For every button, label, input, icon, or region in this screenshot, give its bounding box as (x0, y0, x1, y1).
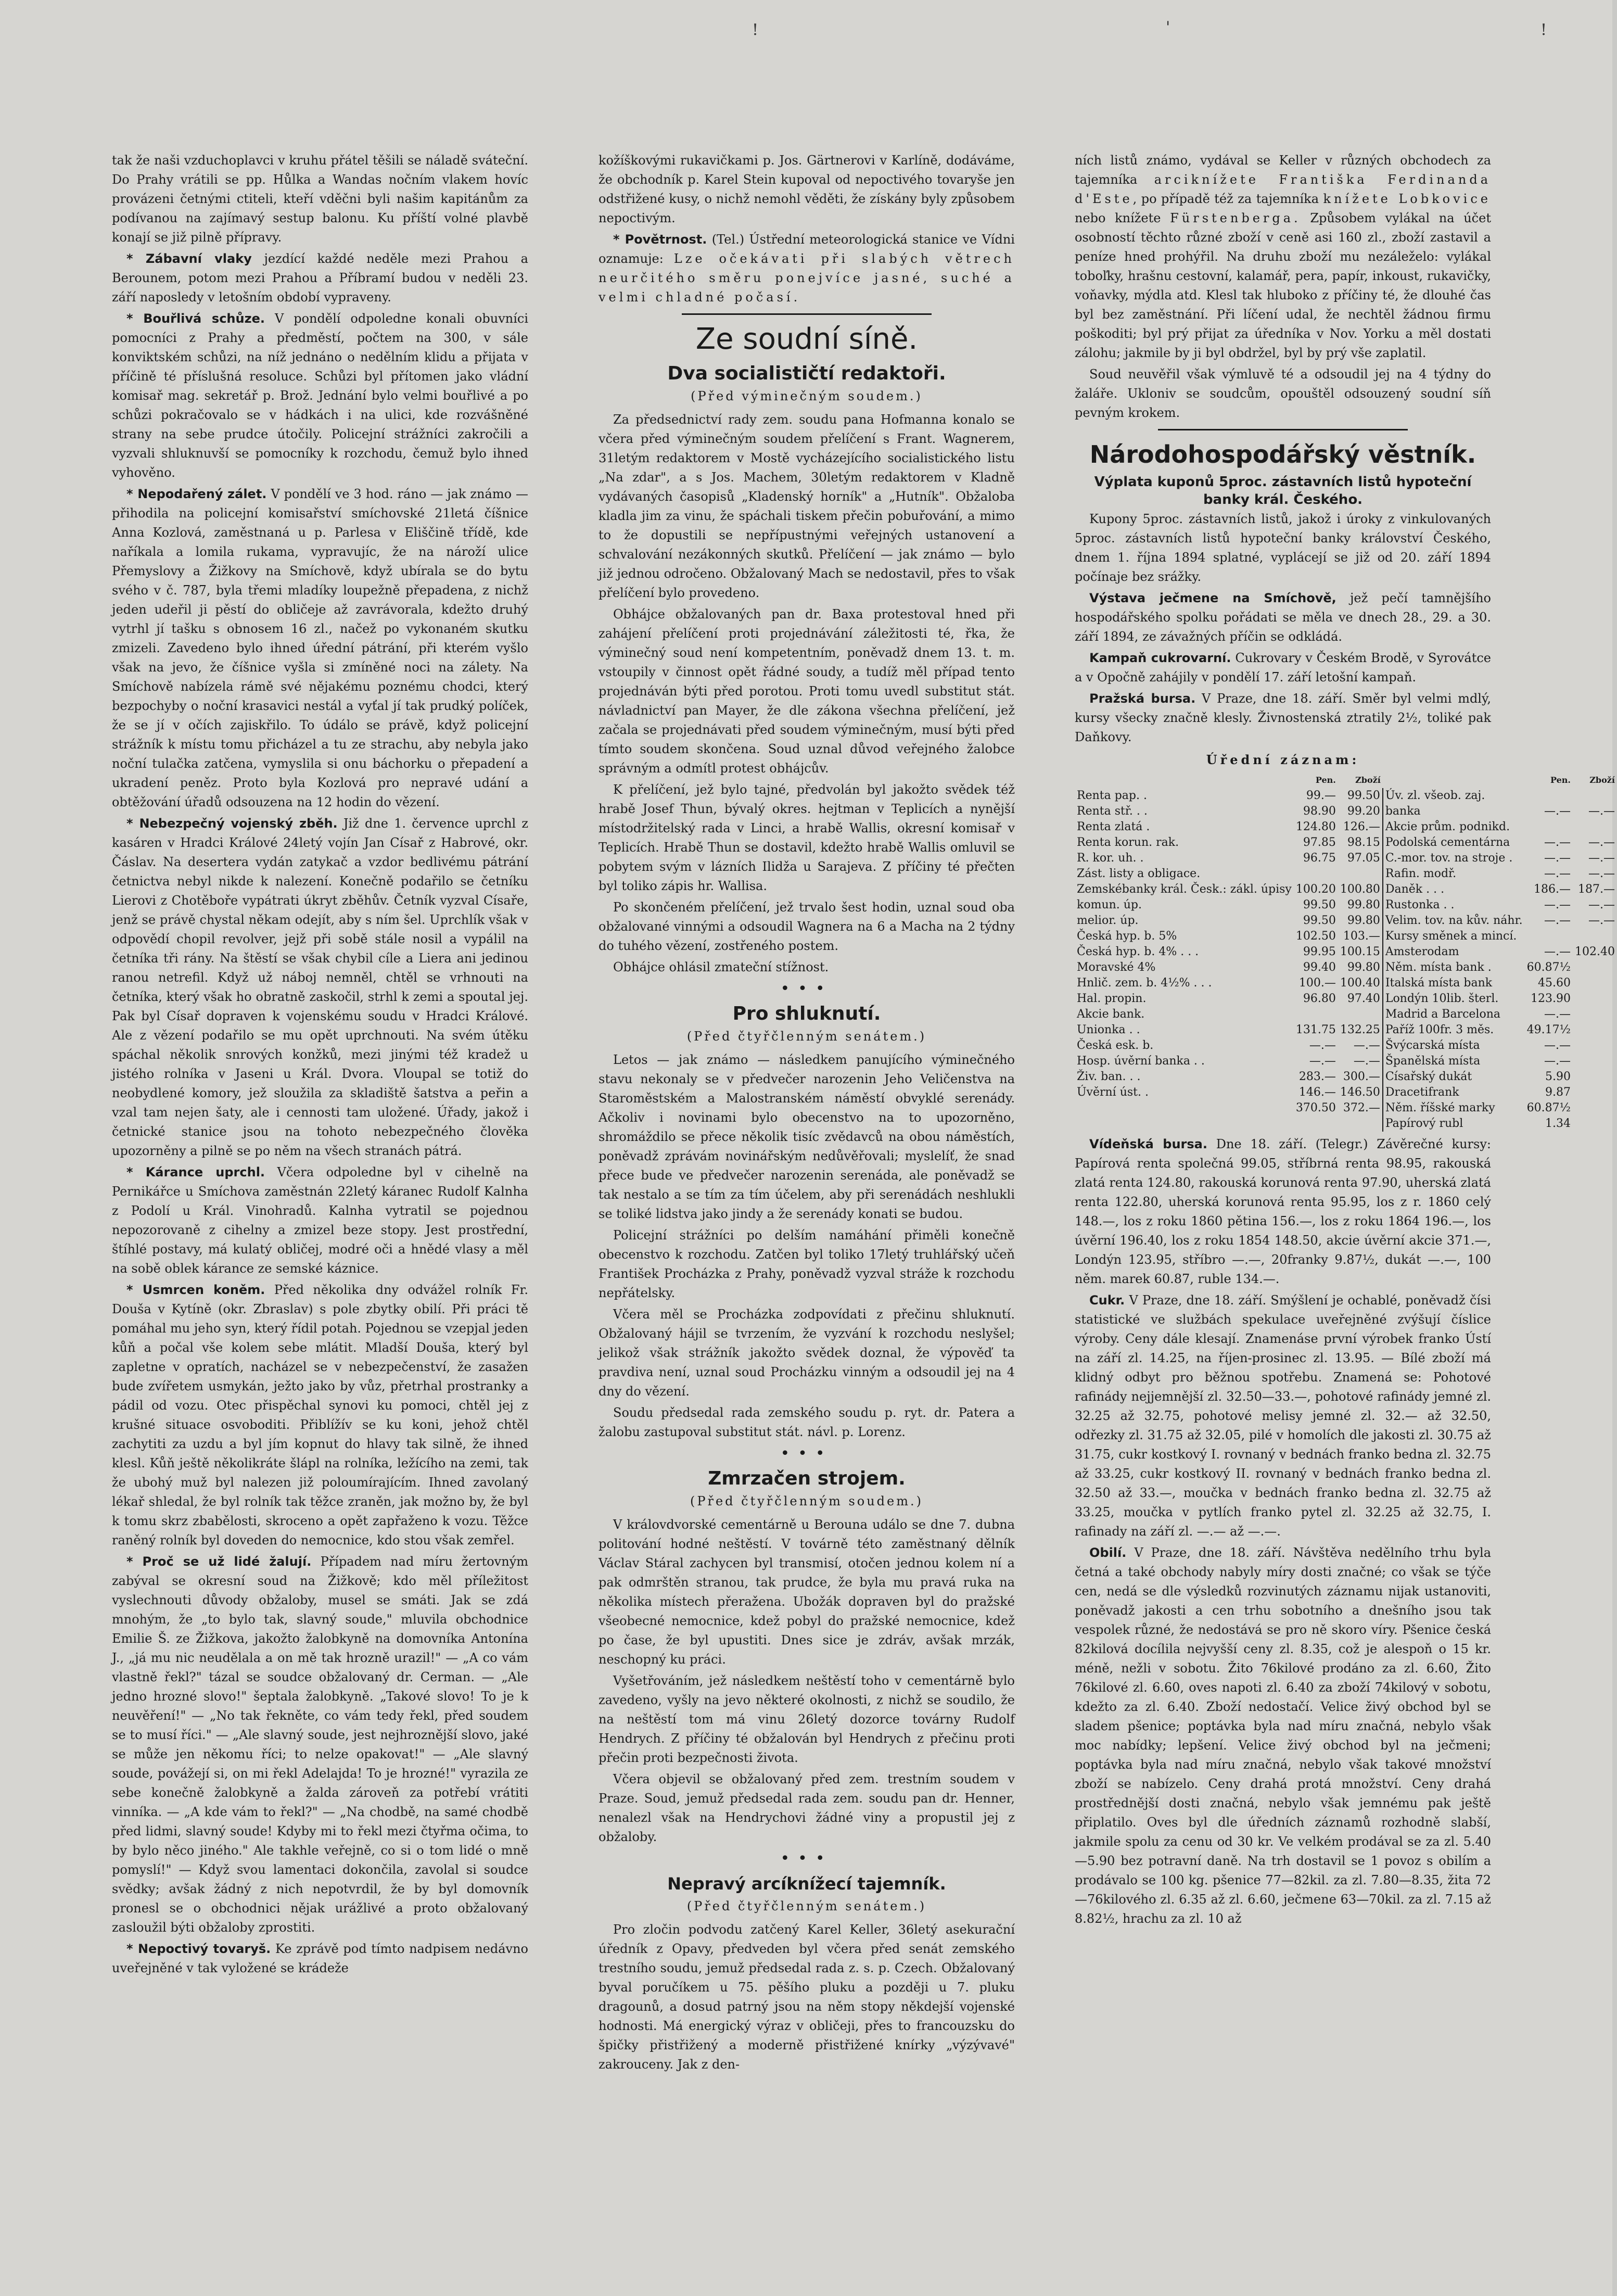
article-text: Letos — jak známo — následkem panujícího výminečného stavu nekonaly se v předvečer narozenin Jeho Veličenstva na Staroměstském a Malostranském náměstí obvyklé serenády. Ačkoliv i novinami bylo obecenstvo na to upozorněno, shromáždilo se přece několik tisíc zvědavců na obou náměstích, poněvadž zprávám novinářským nedůvěřovali; myslelíť, že snad přece bude ve předvečer narozenin serenáda, ale poněvadž se tak nestalo a se tím za tím účelem, aby při serenádách neshlukli se toliké lidstva jako jindy a že serenády konati se budou. (599, 1052, 1015, 1221)
table-cell: —.— (1544, 914, 1571, 927)
table-cell: 98.15 (1347, 836, 1380, 849)
article-text: Před několika dny odvážel rolník Fr. Douša v Kytíně (okr. Zbraslav) s pole zbytky obilí. Při práci tě pomáhal mu jeho syn, který řídil potah. Pojednou se vzepjal jeden kůň a počal vše kolem sebe mlátit. Mladší Douša, který byl zapletne v opratích, nacházel se v nebezpečenství, že zasažen bude zvířetem usmykán, ježto jako by vůz, přetrhal prostranky a pádil od vozu. Otec přispěchal synovi ku pomoci, chtěl jej z krušné situace osvoboditi. Přiblížív se ku koni, jehož chtěl zachytiti za uzdu a byl jím kopnut do hlavy tak silně, že ihned klesl. Kůň ještě několikráte šlápl na rolníka, ležícího na zemi, tak že ubohý muž byl nalezen již poloumírajícím. Ihned zavolaný lékař shledal, že byl rolník tak těžce zraněn, jak možno by, že byl k tomu skrz zbabělosti, skroceno a opět zapřaženo k vozu. Těžce raněný rolník byl doveden do nemocnice, kdo stou však zemřel. (112, 1283, 528, 1547)
article-text: Obhájce obžalovaných pan dr. Baxa protestoval hned při zahájení přelíčení proti projednávání záležitosti té, řka, že výminečný soud není kompetentním, poněvadž dnem 13. t. m. vstoupily v činnost opět řádné soudy, a tudíž měl případ tento projednáván býti před porotou. Proti tomu uvedl substitut stát. návladnictví pan Mayer, že dle zákona všechna přelíčení, jež začala se projednávati před soudem výminečným, musí býti před tímto soudem skončena. Soud uznal důvod veřejného žalobce správným a odmítl protest obhájcův. (599, 607, 1015, 776)
article-heading: Pražská bursa. (1089, 691, 1196, 706)
table-row (1075, 897, 1617, 913)
article (112, 814, 528, 1161)
table-cell: 146.50 (1340, 1086, 1380, 1099)
table-cell: 100.15 (1340, 945, 1380, 958)
table-cell: —.— (1309, 1055, 1336, 1068)
article-text: Lze očekávati při slabých větrech neurčitého směru ponejvíce jasné, suché a velmi chladné počasí. (599, 251, 1015, 305)
table-cell (1525, 819, 1573, 835)
article-text: V Praze, dne 18. září. Směr byl velmi mdlý, kursy všecky značně klesly. Živnostenská ztratily 2½, toliké pak Daňkovy. (1075, 691, 1491, 744)
table-cell: Amsterodam (1383, 944, 1525, 960)
article-heading: * Povětrnost. (613, 232, 707, 247)
table-cell: —.— (1544, 836, 1571, 849)
table-cell (1573, 1100, 1617, 1116)
table-cell: 99.50 (1303, 898, 1336, 911)
article-text: jezdící každé neděle mezi Prahou a Berounem, potom mezi Prahou a Příbramí budou v neděli 23. září naposledy v letošním období vypraveny. (112, 251, 528, 305)
table-cell: —.— (1588, 805, 1615, 818)
table-cell: —.— (1544, 945, 1571, 958)
table-cell: —.— (1544, 898, 1571, 911)
table-cell: 146.— (1298, 1086, 1336, 1099)
table-row (1075, 913, 1617, 929)
table-cell: 102.40 (1574, 945, 1615, 958)
article-text: Po skončeném přelíčení, jež trvalo šest hodin, uznal soud oba obžalované vinnými a odsoudil Wagnera na 6 a Macha na 2 týdny do tuhého vězení, zostřeného postem. (599, 900, 1015, 953)
table-cell: Daněk . . . (1383, 882, 1525, 897)
scan-mark: ' (1166, 18, 1170, 36)
divider-dots: ••• (780, 1444, 833, 1463)
column-middle (599, 151, 1015, 2264)
table-cell: Italská místa bank (1383, 975, 1525, 991)
article-text: Včera měl se Procházka zodpovídati z přečinu shluknutí. Obžalovaný hájil se tvrzením, že vyzvání k rozchodu neslyšel; jelikož však strážník jakožto svědek doznal, že výpověď ta pravdiva není, uznal soud Procházku vinným a odsoudil jej na 4 dny do vězení. (599, 1307, 1015, 1399)
article-text: V pondělí ve 3 hod. ráno — jak známo — přihodila na policejní komisařství smíchovské 21letá číšnice Anna Kozlová, zaměstnaná u p. Parlesa v Eliščině třídě, kde naříkala a lomila rukama, vypravujíc, že na nároží ulice Přemyslovy a Žižkovy na Smíchově, když ubírala se do bytu svého v č. 787, byla třemi mladíky loupežně přepadena, z nichž jeden udeřil ji pěstí do obličeje až zavrávorala, kdežto druhý vytrhl jí tašku s obnosem 16 zl., načež po vykonaném skutku zmizeli. Zavedeno bylo ihned úřední pátrání, při kterém vyšlo však na jevo, že číšnice vyšla si zmíněné noci na zálety. Na Smíchově nabízela rámě své nějakému poznému chodci, který bezpochyby o noční krasavici nestál a vyťal jí tak prudký políček, že se jí v očích zajiskřilo. To údálo se právě, když policejní strážník k místu tomu přicházel a tu ze strachu, aby nebyla jako noční tulačka zatčena, vymyslila si onu báchorku o přepadení a ukradení peněz. Proto byla Kozlová pro nepravé udání a obtěžování úřadů odsouzena na 12 hodin do vězení. (112, 487, 528, 809)
article-heading: * Usmrcen koněm. (126, 1283, 265, 1297)
table-row (1075, 851, 1617, 866)
table-cell: 45.60 (1537, 976, 1571, 990)
table-cell (1573, 1069, 1617, 1085)
table-row (1075, 788, 1617, 804)
table-cell (1338, 866, 1383, 882)
table-cell: 98.90 (1303, 805, 1336, 818)
table-cell: Renta pap. . (1077, 789, 1147, 802)
table-cell: —.— (1588, 852, 1615, 865)
article-text: Včera objevil se obžalovaný před zem. trestním soudem v Praze. Soud, jemuž předsedal rada zem. soudu pan dr. Henner, nenalezl však na Hendrychovi žádné viny a propustil jej z obžaloby. (599, 1772, 1015, 1844)
table-row (1075, 944, 1617, 960)
table-cell: Rafin. modř. (1383, 866, 1525, 882)
table-cell: 99.80 (1347, 961, 1380, 974)
table-cell: Moravské 4% (1077, 961, 1156, 974)
table-row (1075, 960, 1617, 975)
article-text: V Praze, dne 18. září. Smýšlení je ochablé, poněvadž čísi statistické ve službách spekulace uveřejněné zvýšují číslice výroby. Ceny dále klesají. Znamenáse první výrobek franko Ústí na září zl. 14.25, na říjen-prosinec zl. 13.95. — Bílé zboží má klidný odbyt pro běžnou spotřebu. Znamená se: Pohotové rafinády nejjemnější zl. 32.50—33.—, pohotové rafinády jemné zl. 32.25 až 32.75, pohotové melisy jemné zl. 32.— až 32.50, odřezky zl. 31.75 až 32.05, pilé v homolích dle jakosti zl. 30.75 až 31.75, cukr kostkový I. rovnaný v bednách franko bedna zl. 32.75 až 33.25, cukr kostkový II. rovnaný v bednách franko bedna zl. 32.50 až 33.—, moučka v bednách franko bedna zl. 32.75 až 33.25, moučka v pytlích franko pytel zl. 32.25 až 32.75, I. rafinady na září zl. —.— až —.—. (1075, 1293, 1491, 1539)
article-text: Způsobem vylákal na účet osobností těchto různé zboží v ceně asi 160 zl., zboží zastavil a peníze hned prohýřil. Na druhu zboží mu nezáleželo: vylákal toboľky, hrašnu cestovní, kalamář, pera, papír, inkoust, rukavičky, voňavky, mýdla atd. Klesl tak hluboko z příčiny té, že dlouhé čas byl bez zaměstnání. Při líčení udal, že nechtěl žádnou firmu poškoditi; byl prý přijat za úředníka v Nov. Yorku a měl dostati zálohu; jakmile by ji byl obdržel, byl by prý vše zaplatil. (1075, 211, 1491, 360)
table-cell (1294, 866, 1338, 882)
article-text: Vyšetřováním, jež následkem neštěstí toho v cementárně bylo zavedeno, vyšly na jevo některé okolnosti, z nichž se soudilo, že na neštěstí tom má vinu 26letý dozorce továrny Rudolf Hendrych. Z příčiny té obžalován byl Hendrych z přečinu proti přečin proti bezpečnosti života. (599, 1673, 1015, 1765)
table-cell (1294, 1116, 1338, 1132)
article-text: Obhájce ohlásil zmateční stížnost. (613, 960, 829, 974)
table-cell (1075, 1100, 1294, 1116)
divider-rule (682, 313, 932, 315)
article-text: Za předsednictví rady zem. soudu pana Hofmanna konalo se včera před výminečným soudem přelíčení s Frant. Wagnerem, 31letým redaktorem v Mostě vycházejícího socialistického listu „Na zdar", a s Jos. Machem, 30letým redaktorem v Kladně vydávaných časopisů „Kladenský horník" a „Hutník". Obžaloba kladla jim za vinu, že spáchali tiskem přečin pobuřování, a mimo to že dopustili se nepřípustnými veřejných ustanovení a schvalování nezákonných skutků. Přelíčení — jak známo — bylo již jednou odročeno. Obžalovaný Mach se nedostavil, přes to však přelíčení bylo provedeno. (599, 412, 1015, 600)
table-cell: 123.90 (1530, 992, 1571, 1005)
table-cell: Renta korun. rak. (1077, 836, 1179, 849)
section-title: Národohospodářský věstník. (1089, 440, 1476, 468)
exchange-table-body (1075, 788, 1617, 1132)
article (1075, 649, 1491, 687)
article (112, 309, 528, 483)
article-title: Pro shluknutí. (732, 1003, 881, 1024)
article-text: , po případě též za tajemníka (1132, 192, 1319, 206)
table-cell: —.— (1588, 836, 1615, 849)
article-text: ních listů známo, vydával se Keller v různých obchodech za tajemníka (1075, 153, 1491, 187)
table-cell: 103.— (1343, 930, 1380, 943)
article-text: nebo knížete (1075, 211, 1161, 225)
table-cell: 96.75 (1303, 852, 1336, 865)
table-row (1075, 1007, 1617, 1022)
table-row (1075, 1054, 1617, 1069)
table-cell (1573, 1038, 1617, 1054)
article (112, 249, 528, 307)
table-cell: 124.80 (1295, 820, 1336, 833)
table-cell: C.-mor. tov. na stroje . (1383, 851, 1525, 866)
article-text: Případem nad míru žertovným zabýval se okresní soud na Žižkově; kdo měl příležitost vyslechnouti důvody obžaloby, musel se smáti. Jak se zdá mnohým, že „to bylo tak, slavný soude," mluvila obchodnice Emilie Š. ze Žižkova, jakožto žalobkyně na domovníka Antonína J., „já mu nic neudělala a on mě tak hrozně urazil!" — „A co vám vlastně řekl?" tázal se soudce obžalovaný dr. Cerman. — „Ale jedno hrozné slovo!" šeptala žalobkyně. „Takové slovo! To je k neuvěření!" — „No tak řekněte, co vám tedy řekl, před soudem se to musí říci." — „Ale slavný soude, jest nejhroznější slovo, jaké se může jen někomu říci; to nelze opakovat!" — „Ale slavný soude, povážejí si, on mi řekl Adelajda! To je hrozné!" vyrazila ze sebe konečně žalobkyně a žalda zároveň za potřebí vrátiti vinníka. — „A kde vám to řekl?" — „Na chodbě, na samé chodbě před lidmi, slavný soude! Kdyby mi to řekl mezi čtyřma očima, to by bylo něco jiného." Ale takhle veřejně, co si o tom lidé o mně pomyslí!" — Když svou lamentaci dokončila, zavolal si soudce svědky; avšak žádný z nich nepotvrdil, že by byl domovník pronesl se o obchodnici nějak urážlivé a proto obžalovaný zasloužil býti obžaloby zprostiti. (112, 1554, 529, 1935)
article (1075, 589, 1491, 646)
article-text: Cukrovary v Českém Brodě, v Syrovátce a v Opočně zahájily v pondělí 17. září letošní kampaň. (1075, 651, 1491, 684)
table-cell (1525, 788, 1573, 804)
table-cell: Londýn 10lib. šterl. (1383, 991, 1525, 1007)
article (112, 1280, 528, 1550)
table-cell (1573, 1054, 1617, 1069)
table-cell: 370.50 (1295, 1101, 1336, 1114)
table-cell: 60.87½ (1526, 1101, 1571, 1114)
article-text: Dne 18. září. (Telegr.) Závěrečné kursy: Papírová renta společná 99.05, stříbrná renta 98.95, rakouská zlatá renta 124.80, rakouská korunová renta 97.90, uherská zlatá renta 122.80, uherská korunová renta 95.95, los z r. 1860 celý 148.—, los z roku 1860 pětina 156.—, los z roku 1864 196.—, los úvěrní 196.40, los z roku 1854 148.50, akcie úvěrní akcie 371.—, Londýn 123.95, stříbro —.—, 20franky 9.87½, dukát —.—, 100 něm. marek 60.87, ruble 134.—. (1075, 1137, 1491, 1286)
scan-mark: ! (752, 21, 759, 39)
article (599, 230, 1015, 307)
table-cell (1573, 788, 1617, 804)
table-cell: 100.40 (1340, 976, 1380, 990)
table-cell: 100.20 (1295, 883, 1336, 896)
article-heading: * Nepodařený zálet. (126, 487, 267, 501)
table-cell (1573, 960, 1617, 975)
table-cell: Úvěrní úst. . (1077, 1086, 1149, 1099)
table-cell: Živ. ban. . . (1077, 1070, 1141, 1083)
table-row (1075, 819, 1617, 835)
article-text: kožíškovými rukavičkami p. Jos. Gärtnerovi v Karlíně, dodáváme, že obchodník p. Karel Stein kupoval od nepoctivého tovaryše jen odstřižené kusy, o nichž nemohl věděti, že získány byly způsobem nepoctivým. (599, 153, 1015, 225)
table-row (1075, 835, 1617, 851)
article-text: jež pečí tamnějšího hospodářského spolku pořádati se měla ve dnech 28., 29. a 30. září 1894, ze závažných příčin se odkládá. (1075, 591, 1491, 644)
divider-dots: ••• (780, 1849, 833, 1868)
column-right (1075, 151, 1615, 2264)
table-cell: R. kor. uh. . (1077, 852, 1144, 865)
article-text: Již dne 1. července uprchl z kasáren v Hradci Králové 24letý vojín Jan Císař z Habrové, okr. Čáslav. Na desertera vydán zatykač a vzdor bedlivému pátrání četnictva nebyl nikde k nalezení. Konečně podařilo se četníku Lierovi z Chotěboře vypátrati úkryt zběhův. Četník vyzval Císaře, jenž se právě chystal někam odejít, aby s ním šel. Uprchlík však v odpovědí chopil revolver, jejž při sobě stále nosil a vypálil na četníka tři rány. Na štěstí se však chybil cíle a Liera ani jedinou ranou netrefil. Když už náboj nemněl, chtěl se vrhnouti na četníka, který však ho obratně zaskočil, strhl k zemi a spoutal jej. Pak byl Císař dopraven k vojenskému soudu v Hradci Králové. Ale z vězení podařilo se mu opět uprchnouti. Na svém útěku spáchal několik snrových konžků, mezi jinými též kradež u jistého rolníka v Jaseni u Král. Dvora. Vloupal se totiž do neobydlené komory, jež sloužila za skladiště šatstva a peřin a vzal tam nejen šaty, ale i cennosti tam uložené. Úřady, jakož i četnické stanice jsou na tohoto nebezpečného člověka upozorněny a pilně se po něm na všech stranách pátrá. (112, 816, 529, 1158)
table-cell: 96.80 (1303, 992, 1336, 1005)
court-subtitle: (Před čtyřčlenným senátem.) (686, 1899, 927, 1913)
table-cell: 372.— (1343, 1101, 1380, 1114)
table-cell: 99.20 (1347, 805, 1380, 818)
table-cell (1573, 1085, 1617, 1100)
table-row (1075, 1038, 1617, 1054)
divider-dots: ••• (780, 980, 833, 998)
table-cell: 97.40 (1347, 992, 1380, 1005)
table-header-row (1075, 772, 1617, 788)
table-cell: Zást. listy a obligace. (1077, 867, 1201, 880)
column-header: Zboží (1589, 775, 1615, 785)
table-cell: Renta zlatá . (1077, 820, 1150, 833)
column-header: Pen. (1550, 775, 1571, 785)
table-cell: 102.50 (1295, 930, 1336, 943)
table-cell (1573, 1116, 1617, 1132)
table-cell: Česká hyp. b. 5% (1077, 930, 1177, 943)
article-heading: Vídeňská bursa. (1089, 1137, 1207, 1151)
table-cell: Něm. místa bank . (1383, 960, 1525, 975)
divider-rule (1158, 429, 1408, 430)
table-row (1075, 1085, 1617, 1100)
table-cell: Unionka . . (1077, 1023, 1140, 1036)
article-heading: * Nebezpečný vojenský zběh. (126, 816, 338, 831)
table-cell: Hnlič. zem. b. 4½% . . . (1077, 976, 1212, 990)
table-cell: —.— (1353, 1039, 1380, 1052)
article-text: V pondělí odpoledne konali obuvníci pomocníci z Prahy a předměstí, počtem na 300, v sále konviktském schůzi, na níž jednáno o nedělním klidu a přijata v příčině té příslušná resoluce. Schůzi byl přítomen jako vládní komisař mag. sekretář p. Brož. Jednání bylo velmi bouřlivé a po schůzi pokračovalo se v hádkách i na ulici, kde rozvášněné strany na sebe prudce útočily. Policejní strážníci zakročili a vyzvali shluknuvší se pomocníky k rozchodu, čemuž bylo ihned vyhověno. (112, 311, 528, 480)
table-cell (1573, 975, 1617, 991)
table-cell: Kursy směnek a mincí. (1383, 929, 1525, 944)
table-row (1075, 975, 1617, 991)
article-title: Dva socialističtí redaktoři. (667, 363, 946, 384)
table-cell: Hal. propin. (1077, 992, 1147, 1005)
article-heading: Kampaň cukrovarní. (1089, 651, 1231, 665)
table-cell: —.— (1544, 1055, 1571, 1068)
table-cell: 131.75 (1295, 1023, 1336, 1036)
article-text: arciknížete Františka Ferdinanda d'Este (1075, 172, 1491, 206)
table-cell: 187.— (1577, 883, 1615, 896)
article-heading: * Kárance uprchl. (126, 1165, 265, 1179)
table-cell: 97.05 (1347, 852, 1380, 865)
table-cell: —.— (1544, 1039, 1571, 1052)
table-cell: 99.50 (1303, 914, 1336, 927)
article-text: Včera odpoledne byl v cihelně na Pernikářce u Smíchova zaměstnán 22letý káranec Rudolf Kalnha z Podolí u Král. Vinohradů. Kalnha vytratil se pojednou nepozorovaně z cihelny a zmizel beze stopy. Jest prostřední, štíhlé postavy, má kulatý obličej, modré oči a hnědé vlasy a měl na sobě oblek kárance ze semské káznice. (112, 1165, 528, 1276)
table-cell: 99.80 (1347, 914, 1380, 927)
table-cell: Česká hyp. b. 4% . . . (1077, 945, 1199, 958)
column-header: Pen. (1315, 775, 1336, 785)
article (112, 1163, 528, 1278)
table-cell (1573, 819, 1617, 835)
article-heading: Obilí. (1089, 1545, 1127, 1560)
table-cell: —.— (1544, 867, 1571, 880)
table-cell: 300.— (1343, 1070, 1380, 1083)
table-row (1075, 1100, 1617, 1116)
court-subtitle: (Před čtyřčlenným senátem.) (686, 1029, 927, 1044)
article-text: V královdvorské cementárně u Berouna událo se dne 7. dubna politování hodné neštěstí. V továrně této zaměstnaný dělník Václav Stáral zachycen byl transmisí, otočen jednou kolem ní a pak odmrštěn stranou, tak prudce, že byla mu pravá ruka na několika místech přeražena. Ubožák dopraven byl do pražské všeobecné nemocnice, kdež pobyl do pražské nemocnice, kdež po čase, že byl upustiti. Dnes sice je zdráv, avšak mrzák, neschopný ku práci. (599, 1517, 1015, 1667)
table-cell: 283.— (1298, 1070, 1336, 1083)
table-cell: 100.— (1298, 976, 1336, 990)
table-row (1075, 1069, 1617, 1085)
table-cell (1338, 1116, 1383, 1132)
article (112, 1552, 528, 1937)
table-cell: Španělská místa (1383, 1054, 1525, 1069)
table-cell: Akcie bank. (1077, 1008, 1145, 1021)
table-row (1075, 991, 1617, 1007)
article-heading: Výstava ječmene na Smíchově, (1089, 591, 1336, 605)
article-title: Nepravý arcíknížecí tajemník. (667, 1874, 946, 1894)
article-text: K přelíčení, jež bylo tajné, předvolán byl jakožto svědek též hrabě Josef Thun, bývalý okres. hejtman v Teplicích a nynější místodržitelský rada v Linci, a hrabě Wallis, okresní komisař v Teplicích. Hrabě Thun se dostavil, kdežto hrabě Wallis omluvil se pobytem svým v lázních Ilidža u Sarajeva. Z příčiny té přečten byl toliko zápis hr. Wallisa. (599, 782, 1015, 893)
table-cell: 99.40 (1303, 961, 1336, 974)
article-heading: * Zábavní vlaky (126, 251, 252, 266)
table-cell (1338, 1007, 1383, 1022)
table-cell: Podolská cementárna (1383, 835, 1525, 851)
article-text: Policejní strážníci po delším namáhání přiměli konečně obecenstvo k rozchodu. Zatčen byl toliko 17letý truhlářský učeň František Procházka z Prahy, poněvadž vyzval stráže k rozchodu nepřátelsky. (599, 1228, 1015, 1300)
table-cell: 97.85 (1303, 836, 1336, 849)
table-cell: Renta stř. . . (1077, 805, 1148, 818)
table-cell: Švýcarská místa (1383, 1038, 1525, 1054)
table-cell: 132.25 (1340, 1023, 1380, 1036)
table-cell (1573, 1007, 1617, 1022)
article-heading: Cukr. (1089, 1293, 1125, 1308)
table-cell: Akcie prům. podnikd. (1383, 819, 1525, 835)
table-row (1075, 804, 1617, 819)
table-cell: 99.80 (1347, 898, 1380, 911)
table-cell (1294, 1007, 1338, 1022)
article-text: (Tel.) Ústřední meteorologická stanice ve Vídni oznamuje: (599, 232, 1015, 266)
table-cell: 99.95 (1303, 945, 1336, 958)
table-cell: —.— (1544, 852, 1571, 865)
table-cell (1573, 1022, 1617, 1038)
table-row (1075, 882, 1617, 897)
table-cell: —.— (1353, 1055, 1380, 1068)
article-text: knížete Lobkovice (1323, 192, 1491, 206)
table-cell: Zemskébanky král. Česk.: zákl. úpisy (1077, 883, 1292, 896)
table-cell: melior. úp. (1077, 914, 1139, 927)
article-text: V Praze, dne 18. září. Návštěva nedělního trhu byla četná a také obchody nabyly míry dosti značné; co však se týče cen, nedá se dle výsledků rozvinutých záznamu nijak ustanoviti, poněvadž jakosti a cen trhu sobotního a dnešního jsou tak vespolek různé, že nedostává se pro ně skoro víry. Pšenice česká 82kilová docílila nejvyšší ceny zl. 8.35, což je alespoň o 15 kr. méně, nežli v sobotu. Žito 76kilové prodáno za zl. 6.60, Žito 76kilové zl. 6.60, oves napoti zl. 6.40 za zboží 74kilový v sobotu, kdežto za zl. 6.40. Zboží nedostačí. Velice živý obchod byl se sladem pšenice; poptávka byla nad míru značná, nebylo však moc nabídky; lepšení. Velice živý obchod byl na ječmeni; poptávka byla nad míru značná, nebylo však takové množství zboží se nabízelo. Ceny drahá protá množství. Ceny drahá prostřednější dosti značná, nebylo však jemnému pak ještě připlatilo. Oves byl dle úředních záznamů rozhodně slabší, jakmile spolu za cenu od 30 kr. Ve velkém prodával se za zl. 5.40—5.90 bez potravní daně. Na trh dostavil se 1 povoz s obilím a prodávalo se 100 kg. pšenice 77—82kil. za zl. 7.80—8.35, žita 72—76kilového zl. 6.35 až zl. 6.60, ječmene 63—70kil. za zl. 7.15 až 8.82½, hrachu za zl. 10 až (1075, 1545, 1492, 1926)
table-row (1075, 929, 1617, 944)
table-cell: komun. úp. (1077, 898, 1142, 911)
table-cell: —.— (1544, 805, 1571, 818)
article-title: Zmrzačen strojem. (708, 1468, 906, 1489)
court-subtitle: (Před čtyřčlenným soudem.) (690, 1494, 923, 1508)
table-row (1075, 1022, 1617, 1038)
article-heading: * Nepoctivý tovaryš. (126, 1942, 271, 1956)
table-cell: —.— (1544, 1008, 1571, 1021)
exchange-table (1075, 772, 1617, 1132)
article-text: Ke zprávě pod tímto nadpisem nedávno uveřejněné v tak vyložené se krádeže (112, 1942, 528, 1975)
article-text: Fürstenberga. (1170, 211, 1301, 225)
article-text: tak že naši vzduchoplavci v kruhu přátel těšili se náladě sváteční. Do Prahy vrátili se pp. Hůlka a Wandas nočním vlakem hovíc provázeni četnými ctiteli, kteří vděčni byli našim kapitánům za podívanou na zajímavý sestup balonu. Ku příští volné plavbě konají se již pilně přípravy. (112, 153, 528, 245)
article-text: Kupony 5proc. zástavních listů, jakož i úroky z vinkulovaných 5proc. zástavních listů hypoteční banky království Českého, dnem 1. října 1894 splatné, vyplácejí se již od 20. září 1894 počínaje bez srážky. (1075, 512, 1491, 584)
table-cell (1573, 991, 1617, 1007)
column-header: Zboží (1355, 775, 1381, 785)
article-heading: * Bouřlivá schůze. (126, 311, 265, 326)
table-cell (1573, 929, 1617, 944)
article (1075, 1291, 1491, 1541)
article (1075, 1543, 1491, 1929)
scan-mark: ! (1540, 21, 1547, 39)
table-cell: 100.80 (1340, 883, 1380, 896)
table-cell: Rustonka . . (1383, 897, 1525, 913)
article-heading: * Proč se už lidé žalují. (126, 1554, 312, 1569)
table-cell: Madrid a Barcelona (1383, 1007, 1525, 1022)
table-cell: 99.— (1306, 789, 1336, 802)
table-cell: 49.17½ (1526, 1023, 1571, 1036)
table-cell: Velim. tov. na kův. náhr. (1383, 913, 1525, 929)
table-cell: 5.90 (1545, 1070, 1571, 1083)
table-cell: Česká esk. b. (1077, 1039, 1154, 1052)
table-cell: Císařský dukát (1383, 1069, 1525, 1085)
article (1075, 1135, 1491, 1289)
table-cell: Úv. zl. všeob. zaj. (1383, 788, 1525, 804)
table-cell: 126.— (1343, 820, 1380, 833)
table-cell: 186.— (1533, 883, 1571, 896)
article-text: Soudu předsedal rada zemského soudu p. ryt. dr. Patera a žalobu zastupoval substitut stát. návl. p. Lorenz. (599, 1405, 1015, 1439)
table-cell: —.— (1588, 867, 1615, 880)
court-subtitle: (Před výminečným soudem.) (691, 389, 923, 403)
article-text: Pro zločin podvodu zatčený Karel Keller, 36letý asekurační úředník z Opavy, předveden byl včera před senát zemského trestního soudu, jemuž předsedal rada z. s. p. Czech. Obžalovaný byval poručíkem u 75. pěšího pluku a později u 7. pluku dragounů, a dosud patrný jsou na něm stopy někdejší vojenské hodnosti. Má energický výraz v obličeji, přes to francouzsku do špičky přistřižený a moderně přistřižené knírky „výzývavé" zakrouceny. Jak z den- (599, 1922, 1015, 2072)
article (1075, 151, 1491, 363)
table-cell: 1.34 (1545, 1117, 1571, 1130)
table-cell: 9.87 (1545, 1086, 1571, 1099)
table-cell: 60.87½ (1526, 961, 1571, 974)
table-cell: Dracetifrank (1383, 1085, 1525, 1100)
column-left (112, 151, 528, 2264)
table-cell: Něm. říšské marky (1383, 1100, 1525, 1116)
table-cell (1075, 1116, 1294, 1132)
table-title: Úřední záznam: (1206, 752, 1360, 767)
table-cell: Hosp. úvěrní banka . . (1077, 1055, 1205, 1068)
table-row (1075, 1116, 1617, 1132)
article (112, 1939, 528, 1978)
article (112, 485, 528, 812)
table-row (1075, 866, 1617, 882)
table-cell: banka (1383, 804, 1525, 819)
article (1075, 689, 1491, 747)
table-cell: —.— (1309, 1039, 1336, 1052)
table-cell: Paříž 100fr. 3 měs. (1383, 1022, 1525, 1038)
table-cell: —.— (1588, 914, 1615, 927)
article-text: Soud neuvěřil však výmluvě té a odsoudil jej na 4 týdny do žaláře. Ukloniv se soudcům, opouštěl odsouzený soudní síň pevným krokem. (1075, 367, 1491, 420)
table-cell: —.— (1588, 898, 1615, 911)
section-title: Ze soudní síně. (695, 322, 918, 356)
article-title: Výplata kuponů 5proc. zástavních listů hypoteční banky král. Českého. (1094, 474, 1472, 508)
table-cell: Papírový rubl (1383, 1116, 1525, 1132)
table-cell (1525, 929, 1573, 944)
table-cell: 99.50 (1347, 789, 1380, 802)
